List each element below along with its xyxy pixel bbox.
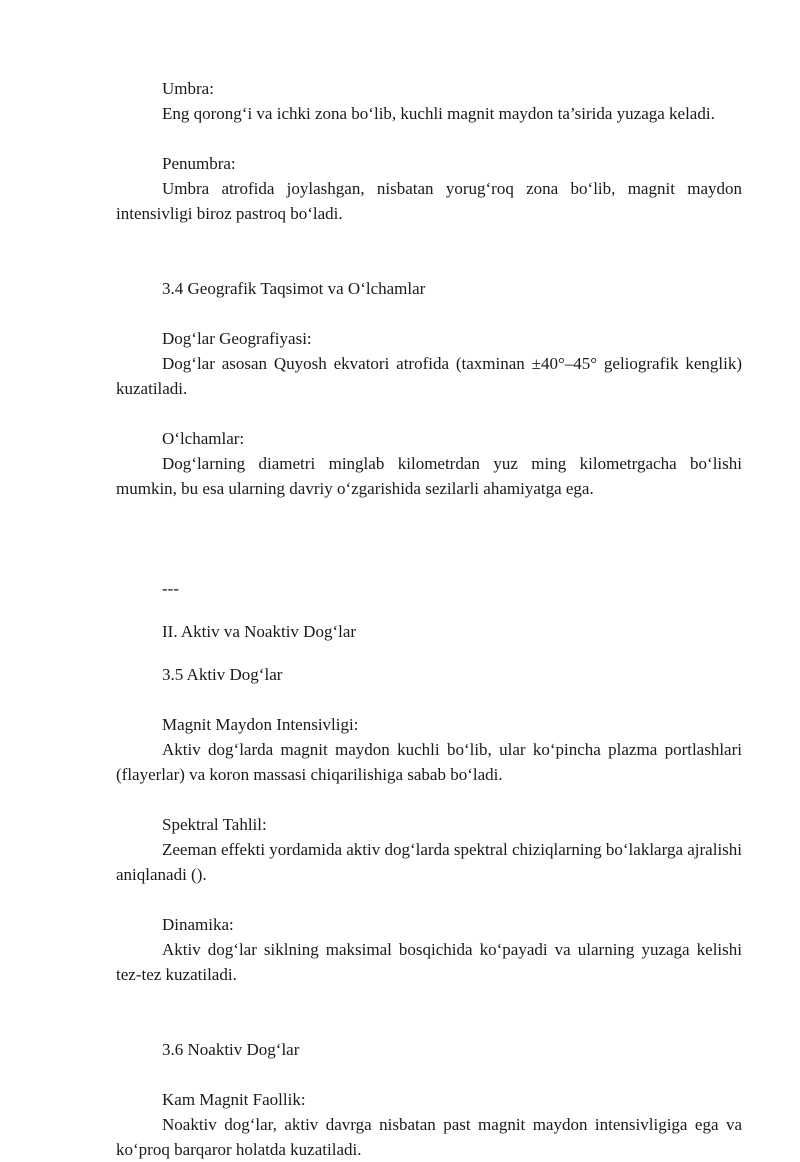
magnetic-field-paragraph: Aktiv dog‘larda magnit maydon kuchli bo‘lib, ular ko‘pincha plazma portlashlari (flayerlar) va koron massasi chiqarilishiga sabab bo‘ladi. (116, 740, 742, 784)
sizes-paragraph: Dog‘larning diametri minglab kilometrdan yuz ming kilometrgacha bo‘lishi mumkin, bu esa ularning davriy o‘zgarishida sezilarli ahamiyatga ega. (116, 454, 742, 498)
spectral-label: Spektral Tahlil: (162, 815, 267, 834)
low-activity-paragraph: Noaktiv dog‘lar, aktiv davrga nisbatan past magnit maydon intensivligiga ega va ko‘proq barqaror holatda kuzatiladi. (116, 1115, 742, 1159)
umbra-paragraph: Eng qorong‘i va ichki zona bo‘lib, kuchli magnit maydon ta’sirida yuzaga keladi. (162, 104, 715, 123)
dynamics-label: Dinamika: (162, 915, 234, 934)
spectral-paragraph: Zeeman effekti yordamida aktiv dog‘larda spektral chiziqlarning bo‘laklarga ajralishi aniqlanadi (). (116, 840, 742, 884)
penumbra-paragraph: Umbra atrofida joylashgan, nisbatan yorug‘roq zona bo‘lib, magnit maydon intensivligi biroz pastroq bo‘ladi. (116, 179, 742, 223)
low-activity-label: Kam Magnit Faollik: (162, 1090, 306, 1109)
magnetic-field-label: Magnit Maydon Intensivligi: (162, 715, 359, 734)
section-heading-3-4: 3.4 Geografik Taqsimot va O‘lchamlar (162, 279, 426, 298)
dynamics-paragraph: Aktiv dog‘lar siklning maksimal bosqichida ko‘payadi va ularning yuzaga kelishi tez-tez kuzatiladi. (116, 940, 742, 984)
section-heading-3-6: 3.6 Noaktiv Dog‘lar (162, 1040, 300, 1059)
chapter-heading-II: II. Aktiv va Noaktiv Dog‘lar (162, 622, 357, 641)
section-heading-3-5: 3.5 Aktiv Dog‘lar (162, 665, 283, 684)
document-page (116, 76, 742, 1162)
geography-paragraph: Dog‘lar asosan Quyosh ekvatori atrofida (taxminan ±40°–45° geliografik kenglik) kuzatiladi. (116, 354, 742, 398)
penumbra-label: Penumbra: (162, 154, 236, 173)
separator-line: --- (162, 579, 179, 598)
geography-label: Dog‘lar Geografiyasi: (162, 329, 312, 348)
umbra-label: Umbra: (162, 79, 214, 98)
sizes-label: O‘lchamlar: (162, 429, 245, 448)
